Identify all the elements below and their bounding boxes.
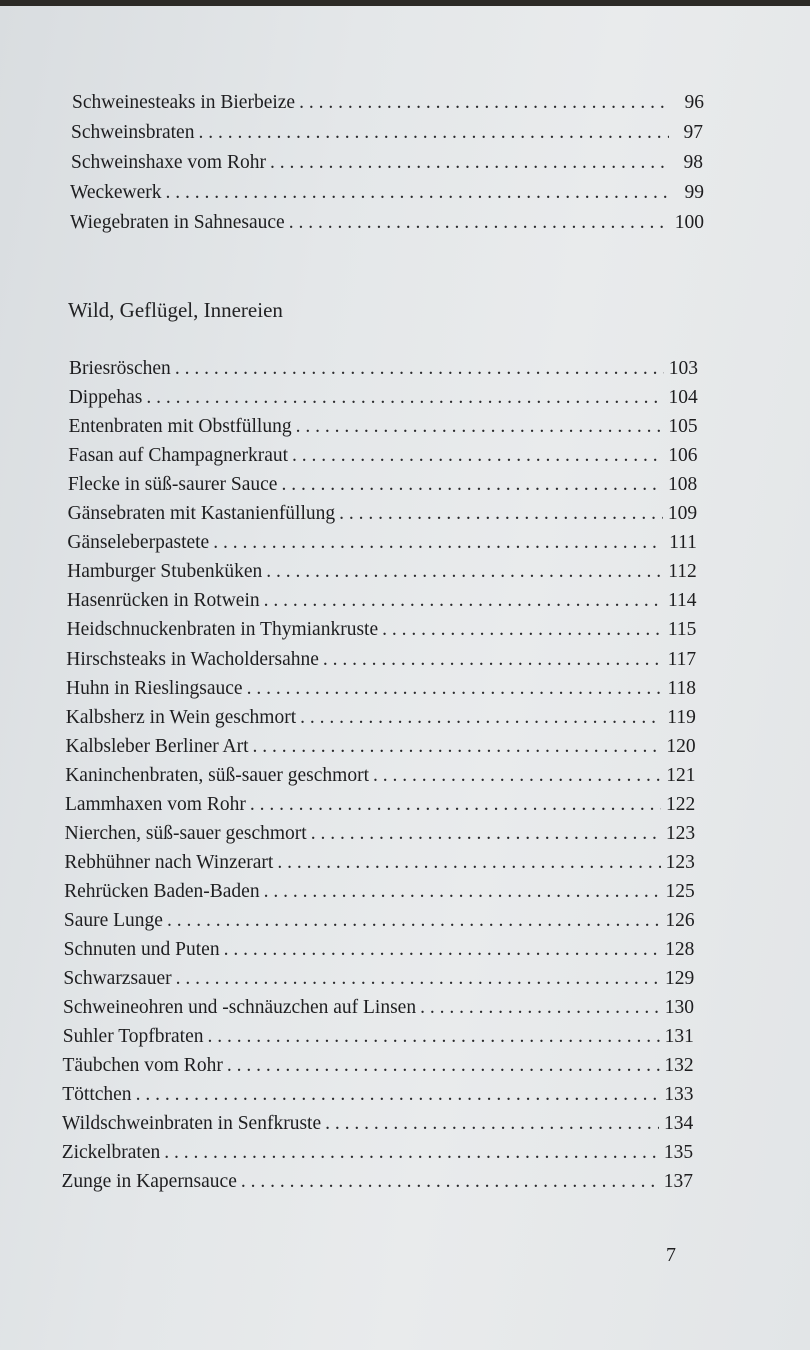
toc-entry-page: 129 [664,968,695,990]
toc-entry [69,387,698,415]
toc-entry-title: Heidschnuckenbraten in Thymiankruste [66,619,379,641]
leader-dots [247,678,662,700]
toc-entry [62,1084,693,1112]
leader-dots [323,649,662,671]
leader-dots [289,212,670,234]
toc-entry-page: 123 [665,822,696,844]
toc-entry-page: 96 [684,92,704,113]
toc-entry-page: 122 [666,793,696,815]
toc-entry-page: 106 [668,445,698,467]
toc-entry-page: 134 [664,1113,694,1135]
leader-dots [264,881,661,903]
toc-entry-page: 123 [665,851,695,873]
toc-entry-title: Huhn in Rieslingsauce [66,677,243,699]
toc-entry-title: Hirschsteaks in Wacholdersahne [66,648,319,670]
leader-dots [176,968,661,990]
toc-entry [65,736,695,764]
toc-entry-title: Kaninchenbraten, süß-sauer geschmort [65,764,369,786]
toc-entry-title: Zickelbraten [61,1142,161,1164]
toc-entry-title: Schweinshaxe vom Rohr [71,152,266,173]
toc-entry [63,1055,694,1083]
toc-entry-title: Schweinesteaks in Bierbeize [72,92,296,113]
toc-entry [72,92,704,120]
toc-entry-title: Flecke in süß-saurer Sauce [67,474,278,496]
toc-entry-page: 105 [668,416,698,438]
toc-entry-page: 109 [667,503,698,525]
toc-entry-page: 112 [668,561,697,583]
section-heading: Wild, Geflügel, Innereien [68,298,283,322]
toc-entry [62,1113,693,1141]
toc-entry [71,152,703,180]
leader-dots [281,474,663,496]
toc-entry-page: 117 [667,648,697,670]
toc-entry-title: Wiegebraten in Sahnesauce [70,212,285,233]
toc-entry-page: 100 [674,212,704,233]
toc-entry-page: 121 [666,764,696,786]
toc-entry-page: 99 [684,182,704,203]
toc-entry-title: Rehrücken Baden-Baden [64,880,260,902]
toc-entry-page: 128 [665,939,695,960]
toc-entry-page: 97 [683,122,703,143]
leader-dots [167,910,661,932]
toc-entry-page: 137 [663,1171,693,1193]
leader-dots [164,1142,659,1164]
toc-entry [66,649,696,677]
toc-entry [66,678,696,706]
leader-dots [198,122,669,144]
toc-entry-title: Briesröschen [69,358,171,379]
toc-entry-title: Gänseleberpastete [67,532,210,554]
toc-entry-title: Hamburger Stubenküken [67,561,263,583]
toc-entry-title: Rebhühner nach Winzerart [64,851,274,873]
toc-entry [65,794,695,822]
toc-entry-title: Zunge in Kapernsauce [61,1171,237,1193]
toc-entry-page: 132 [664,1055,694,1077]
toc-entry [65,823,695,851]
leader-dots [166,182,670,204]
leader-dots [224,939,661,961]
toc-entry-page: 118 [667,677,696,699]
toc-entry-page: 115 [667,619,697,641]
toc-entry-page: 130 [664,997,695,1019]
leader-dots [382,619,662,641]
toc-entry-title: Weckewerk [70,182,162,203]
toc-entry [67,619,697,647]
toc-entry-title: Täubchen vom Rohr [62,1055,223,1077]
toc-entry [64,939,695,967]
toc-entry [70,212,704,240]
leader-dots [264,590,663,612]
leader-dots [250,794,661,816]
toc-entry-page: 104 [668,387,698,409]
toc-entry-page: 111 [669,532,697,554]
leader-dots [227,1055,660,1077]
leader-dots [420,997,660,1019]
toc-entry [68,503,697,531]
toc-entry-title: Schweinsbraten [71,122,195,143]
toc-entry [65,765,695,793]
toc-entry [63,968,694,996]
toc-entry [69,358,698,386]
toc-entry-title: Entenbraten mit Obstfüllung [68,416,292,438]
toc-entry-page: 131 [664,1026,694,1048]
toc-entry [61,1171,693,1199]
leader-dots [299,92,670,114]
toc-entry-title: Kalbsleber Berliner Art [65,735,249,757]
book-page [0,6,810,1350]
toc-entry [63,1026,694,1054]
toc-entry-page: 133 [664,1084,694,1106]
toc-entry-title: Dippehas [68,387,143,409]
toc-entry-title: Nierchen, süß-sauer geschmort [64,822,307,844]
toc-entry [70,182,704,210]
leader-dots [266,561,662,583]
toc-entry-title: Schweineohren und -schnäuzchen auf Linsen [63,997,417,1019]
toc-entry-page: 125 [665,880,695,902]
toc-entry-title: Hasenrücken in Rotwein [66,590,260,612]
toc-entry-title: Fasan auf Champagnerkraut [68,445,289,467]
leader-dots [253,736,662,758]
toc-entry-page: 98 [683,152,703,173]
leader-dots [136,1084,660,1106]
toc-entry [67,532,697,560]
leader-dots [296,416,664,438]
leader-dots [325,1113,659,1135]
toc-entry [64,881,695,909]
toc-entry-title: Schnuten und Puten [63,939,220,960]
toc-entry [64,852,695,880]
toc-entry-title: Kalbsherz in Wein geschmort [65,706,297,728]
leader-dots [373,765,661,787]
toc-entry-page: 135 [663,1142,694,1164]
leader-dots [213,532,663,554]
toc-entry-title: Schwarzsauer [63,968,172,990]
toc-entry-title: Suhler Topfbraten [62,1026,204,1048]
toc-entry [68,474,697,502]
toc-entry-page: 103 [668,358,698,379]
toc-entry-page: 126 [665,909,695,931]
toc-entry [64,910,695,938]
leader-dots [146,387,663,409]
toc-entry [67,590,697,618]
toc-entry [62,1142,693,1170]
toc-entry-title: Lammhaxen vom Rohr [64,793,246,815]
toc-entry-page: 120 [666,735,696,757]
leader-dots [207,1026,659,1048]
leader-dots [277,852,661,874]
toc-entry [68,416,697,444]
toc-entry-title: Gänsebraten mit Kastanienfüllung [67,503,336,525]
page-number: 7 [666,1244,676,1266]
toc-entry-title: Töttchen [62,1084,132,1106]
leader-dots [292,445,663,467]
toc-entry [63,997,694,1025]
toc-entry [71,122,703,150]
toc-entry-page: 114 [668,590,697,612]
leader-dots [270,152,669,174]
toc-entry [67,561,697,589]
toc-entry-page: 108 [668,474,698,496]
leader-dots [241,1171,659,1193]
toc-entry-title: Wildschweinbraten in Senfkruste [61,1113,322,1135]
toc-entry-title: Saure Lunge [63,909,163,931]
toc-entry-page: 119 [667,706,696,728]
leader-dots [300,707,662,729]
leader-dots [175,358,664,380]
toc-entry [68,445,697,473]
leader-dots [311,823,661,845]
toc-entry [66,707,696,735]
leader-dots [339,503,663,525]
